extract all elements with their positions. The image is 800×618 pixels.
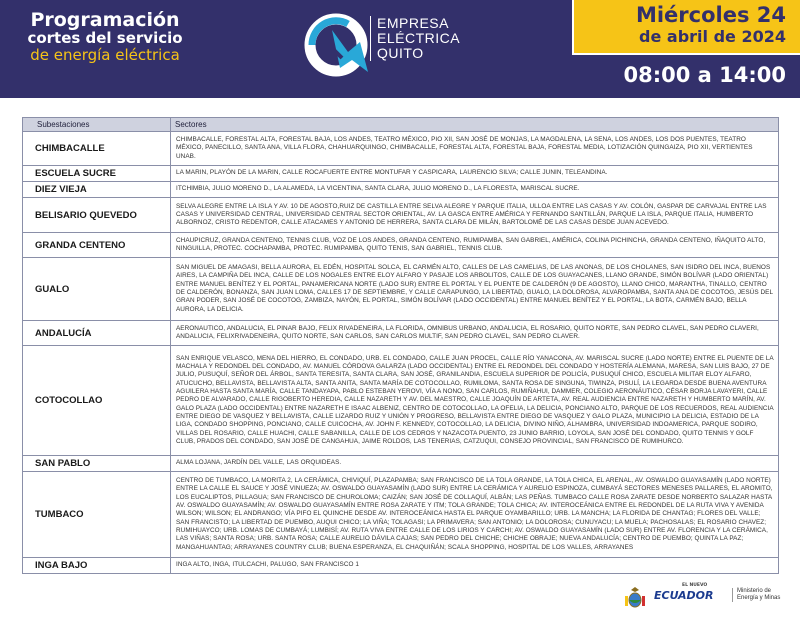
date-weekday: Miércoles 24 [635, 3, 786, 27]
table-row [23, 346, 779, 456]
eeq-logo-icon [302, 12, 374, 78]
table-row [23, 166, 779, 182]
substation-name: ANDALUCÍA [23, 321, 171, 346]
substation-name: DIEZ VIEJA [23, 182, 171, 198]
table-row [23, 132, 779, 166]
title-line-1: Programación [30, 9, 180, 31]
ecuador-coat-of-arms-icon [624, 586, 646, 612]
table-row [23, 558, 779, 574]
table-row [23, 472, 779, 558]
substation-name: COTOCOLLAO [23, 346, 171, 456]
brand-line-3: QUITO [377, 45, 424, 61]
table-row [23, 258, 779, 321]
ministry-name [732, 588, 780, 602]
ministry-line-1: Ministerio de [737, 588, 772, 594]
substation-name: GUALO [23, 258, 171, 321]
page-title [10, 10, 200, 64]
sectors-list: ITCHIMBIA, JULIO MORENO D., LA ALAMEDA, LA VICENTINA, SANTA CLARA, JULIO MORENO D., LA FLORESTA, MARISCAL SUCRE. [171, 182, 779, 198]
date-month-year: de abril de 2024 [639, 27, 786, 46]
outage-table-container [22, 117, 778, 574]
ecuador-label: ECUADOR [654, 589, 714, 602]
government-logo [624, 583, 794, 612]
title-line-3: de energía eléctrica [30, 46, 180, 64]
column-header-substations: Subestaciones [23, 118, 171, 132]
brand-name [370, 16, 460, 61]
table-row [23, 321, 779, 346]
table-row [23, 456, 779, 472]
title-line-2: cortes del servicio [27, 29, 183, 47]
sectors-list: ALMA LOJANA, JARDÍN DEL VALLE, LAS ORQUIDEAS. [171, 456, 779, 472]
sectors-list: AERONAUTICO, ANDALUCIA, EL PINAR BAJO, FELIX RIVADENEIRA, LA FLORIDA, OMNIBUS URBANO, ANDALUCIA, EL ROSARIO, QUITO NORTE, SAN PEDRO CLAVEL, SAN PEDRO CLAVERI, ANDALUCIA, FELIXRIVADENEIRA, QUITO NORTE, SAN CARLOS, SAN CARLOS MULTIF, SAN PEDRO CLAVEL, SAN PEDRO CLAVER. [171, 321, 779, 346]
brand-line-2: ELÉCTRICA [377, 30, 461, 46]
substation-name: SAN PABLO [23, 456, 171, 472]
table-header-row [23, 118, 779, 132]
ministry-line-2: Energía y Minas [737, 595, 781, 601]
sectors-list: SAN ENRIQUE VELASCO, MENA DEL HIERRO, EL CONDADO, URB. EL CONDADO, CALLE JUAN PROCEL, CALLE RÍO YANACONA, AV. MARISCAL SUCRE (LADO NORTE) ENTRE EL PUENTE DE LA MACHALA Y REDONDEL DEL CONDADO, AV. MANUEL CÓRDOVA GALARZA (LADO OCCIDENTAL) ENTRE EL REDONDEL DEL CONDADO Y HOSTERÍA ALEMANA, MARESA, SAN LUIS BAJO, 27 DE JULIO, PUSUQUÍ, SEÑOR DEL ÁRBOL, SANTA TERESITA, SANTA CLARA, SAN JOSÉ, GRANILANDIA, ESCUELA SUPERIOR DE POLICÍA, PUSUQUÍ CHICO, ESCUELA MILITAR ELOY ALFARO, ATUCUCHO, BELLAVISTA, BELLAVISTA ALTA, SANTA ANITA, SANTA MARÍA DE COTOCOLLAO, RUMILOMA, SANTA ROSA DE SINGUNA, TIWINZA, PISULÍ, LA LEGARDA DESDE BUENA AVENTURA AGUILERA HASTA SANTA MARÍA, CALLE TANDAYAPA, PABLO ESTEBAN YEROVI, VÍA A NONO, SAN CARLOS, RUMIÑAHUI, DAMMER, COLEGIO AERONÁUTICO, CÉSAR BORJA LAVAYERI, CALLE PEDRO DE ALVARADO, CALLE RIGOBERTO HEREDIA, CALLE NAZARETH Y AV. DEL MAESTRO, CALLE JOAQUÍN DE ARTETA, AV. REAL AUDIENCIA ENTRE NAZARETH Y HUMBERTO MARÍN, AV. GALO PLAZA (LADO OCCIDENTAL) ENTRE NAZARETH E ISAAC ALBENIZ, CENTRO DE COTOCOLLAO, LA OFELIA, LA DELICIA, PONCIANO ALTO, PARQUE DE LOS RECUERDOS, REAL AUDIENCIA ENTRE DIEGO DE VASQUEZ Y BELLAVISTA, CALLE LIZARDO RUIZ Y UNIÓN Y PROGRESO, BELLAVISTA ENTRE DIEGO DE VASQUEZ Y GALO PLAZA, MUNICIPIO LA DELICIA, ESTADIO DE LA LIGA, CONDADO SHOPPING, PONCIANO, CALLE CUICOCHA, AV. JOHN F. KENNEDY, COTOCOLLAO, LA DELICIA, DIVINO NIÑO, ALHAMBRA, UNIVERSIDAD INDOAMERICA, PARQUE SODIRO, VILLAS DEL ROSARIO, CALLE HUACHI, CALLE SABANILLA, CALLE DE LOS CEDROS Y NAZACOTA PUENTO, 23 JUNIO BARRIO, LOYOLA, SAN JOSÉ DEL CONDADO, QUITO TENNIS Y GOLF CLUB, PRADOS DEL CONDADO, SAN JOSÉ DE CANGAHUA, JAIME ROLDOS, LAS TENERIAS, CATZUQUI, CONSEJO PROVINCIAL, SAN FRANCISCO DE RUMIHURCO. [171, 346, 779, 456]
outage-table [22, 117, 779, 574]
sectors-list: INGA ALTO, INGA, ITULCACHI, PALUGO, SAN FRANCISCO 1 [171, 558, 779, 574]
sectors-list: CENTRO DE TUMBACO, LA MORITA 2, LA CERÁMICA, CHIVIQUÍ, PLAZAPAMBA; SAN FRANCISCO DE LA TOLA GRANDE, LA TOLA CHICA, EL ARENAL, AV. OSWALDO GUAYASAMÍN (LADO NORTE) ENTRE LA CALLE EL SAUCE Y JOSÉ VINUEZA; AV. OSWALDO GUAYASAMÍN (LADO SUR) ENTRE LA CERÁMICA Y AURELIO ESPINOZA, CUMBAYÁ SECTORES MENESES PALLARES, EL AROMITO, LOS EUCALIPTOS, PILLAGUA; SAN FRANCISCO DE CHUROLOMA; CAIZÁN; SAN JOSÉ DE COLLAQUÍ, ALBÁN; LAS PEÑAS. TUMBACO CALLE ROSA ZARATE DESDE NORBERTO SALAZAR HASTA AV. OSWALDO GUAYASAMÍN; AV. OSWALDO GUAYASAMÍN ENTRE ROSA ZARATE Y ITM; TOLA GRANDE; TOLA CHICA; AV. INTEROCEÁNICA ENTRE EL REDONDEL DE LA RUTA VIVA Y AVENIDA WILSON; WILSON; EL ANDRANGO; VÍA PIFO EL QUINCHE DESDE AV. INTEROCEÁNICA HASTA EL PARQUE OYAMBARILLO; URB. LA MANCHA; LA FLORIDA DE CHANTAG; FLORES DEL VALLE; SAN FRANCISTO; LA LIBERTAD DE PUEMBO, AUQUI CHICO; LA VIÑA; TOLAGASI; LA PRIMAVERA; SAN ANTONIO; LA DOLOROSA; CUNUYACU; LA MUELA; PACHOSALAS; EL ROSARIO CHAVEZ; RUMIHUAYCO; URB. LOMAS DE CUMBAYÁ; LUMBISÍ; AV. RUTA VIVA ENTRE CALLE DE LOS LIRIOS Y CARCHI; AV. OSWALDO GUAYASAMÍN (LADO SUR) ENTRE AV. FLORENCIA Y LA CERÁMICA, LAS VIÑAS; SANTA ROSA; URB. SANTA ROSA; CALLE AURELIO DÁVILA CAJAS; SAN PEDRO DEL CHICHE; CHICHE OBRAJE; NUEVA ANDALUCÍA; CENTRO DE PUEMBO; QUINTA LA PAZ; MANGAHUANTAG; ARRAYANES COUNTRY CLUB; BUENA ESPERANZA, EL CHAQUIÑÁN; SCALA SHOPPING, HOSPITAL DE LOS VALLES, ARRAYANES [171, 472, 779, 558]
sectors-list: SAN MIGUEL DE AMAGASI, BELLA AURORA, EL EDÉN, HOSPITAL SOLCA, EL CARMÉN ALTO, CALLES DE LAS CAMELIAS, DE LAS ANONAS, DE LOS CHOLANES, SAN ISIDRO DEL INCA, BUENOS AIRES, LA CAMPIÑA DEL INCA, CALLE DE LOS NOGALES ENTRE ELOY ALFARO Y PASAJE LOS ARBOLITOS, CALLE DE LOS GUAYACANES, LLANO GRANDE, SIMÓN BOLÍVAR (LADO ORIENTAL) ENTRE MANUEL BENÍTEZ Y EL PORTAL, PANAMERICANA NORTE (LADO SUR) ENTRE EL PORTAL Y EL PUENTE DE CALDERÓN (9 DE AGOSTO), LLANO CHICO, MARANTHA, TINALLO, CENTRO DE CALDERÓN, BONANZA, SAN JUAN LOMA, CALLES 17 DE SEPTIEMBRE, Y CALLE CARAPUNGO, LA LIBERTAD, GUALO, LA DOLOROSA, ALVAROPAMBA, SANTA ANA DE COCOTOG, JESÚS DEL GRAN PODER, SAN JOSÉ DE COCOTOG, ZAMBIZA, NAYÓN, EL PORTAL, SIMÓN BOLÍVAR (LADO OCCIDENTAL) ENTRE MANUEL BENÍTEZ Y EL PORTAL, LA BOTA, CARMÉN BAJO, BELLA AURORA, LA DELICIA. [171, 258, 779, 321]
substation-name: CHIMBACALLE [23, 132, 171, 166]
sectors-list: LA MARIN, PLAYÓN DE LA MARIN, CALLE ROCAFUERTE ENTRE MONTUFAR Y CASPICARA, LAURENCIO SILVA; CALLE JUNIN, TELEANDINA. [171, 166, 779, 182]
time-range: 08:00 a 14:00 [623, 63, 786, 87]
table-row [23, 233, 779, 258]
substation-name: BELISARIO QUEVEDO [23, 198, 171, 233]
substation-name: INGA BAJO [23, 558, 171, 574]
date-badge [572, 0, 800, 55]
substation-name: ESCUELA SUCRE [23, 166, 171, 182]
header-banner [0, 0, 800, 98]
ecuador-wordmark [654, 583, 714, 602]
column-header-sectors: Sectores [171, 118, 779, 132]
substation-name: TUMBACO [23, 472, 171, 558]
el-nuevo-label: EL NUEVO [682, 583, 708, 588]
sectors-list: CHAUPICRUZ, GRANDA CENTENO, TENNIS CLUB, VOZ DE LOS ANDES, GRANDA CENTENO, RUMIPAMBA, SAN GABRIEL, AMÉRICA, COLINA PICHINCHA, GRANDA CENTENO, IÑAQUITO ALTO, NINGUILLA, PROTEC. COCHAPAMBA, PROTEC. RUMIPAMBA, QUITO TENIS, SAN GABRIEL, TENNIS CLUB. [171, 233, 779, 258]
table-row [23, 198, 779, 233]
sectors-list: CHIMBACALLE, FORESTAL ALTA, FORESTAL BAJA, LOS ANDES, TEATRO MÉXICO, PIO XII, SAN JOSÉ DE MONJAS, LA MAGDALENA, LA SENA, LOS ANDES, LOS DOS PUENTES, TEATRO MÉXICO, PANECILLO, SANTA ANA, VILLA FLORA, CHAHUARQUINGO, CHIMBACALLE, FORESTAL ALTA, FORESTAL BAJA, FORESTAL MEDIA, LOTIZACIÓN QUINGAIZA, PIO XII, VERTIENTES UNAB. [171, 132, 779, 166]
substation-name: GRANDA CENTENO [23, 233, 171, 258]
table-body [23, 132, 779, 574]
sectors-list: SELVA ALEGRE ENTRE LA ISLA Y AV. 10 DE AGOSTO,RUIZ DE CASTILLA ENTRE SELVA ALEGRE Y PARQUE ITALIA, ULLOA ENTRE LAS CASAS Y AV. COLÓN, GASPAR DE CARVAJAL ENTRE LAS CASAS Y UNIVERSIDAD CENTRAL, UNIVERSIDAD CENTRAL SECTOR ORIENTAL, AV. LA GASCA ENTRE AMÉRICA Y FERNANDO SANTILLÁN, PARQUE LA ISLA, PARQUE ITALIA, HUMBERTO ALBORNOZ, CRISTO REDENTOR, CALLE ATACAMES Y ANTONIO DE HERRERA, SANTA CLARA DE MILÁN, BARTOLOMÉ DE LAS CASAS DESDE JUAN ACEVEDO. [171, 198, 779, 233]
table-row [23, 182, 779, 198]
brand-line-1: EMPRESA [377, 15, 449, 31]
